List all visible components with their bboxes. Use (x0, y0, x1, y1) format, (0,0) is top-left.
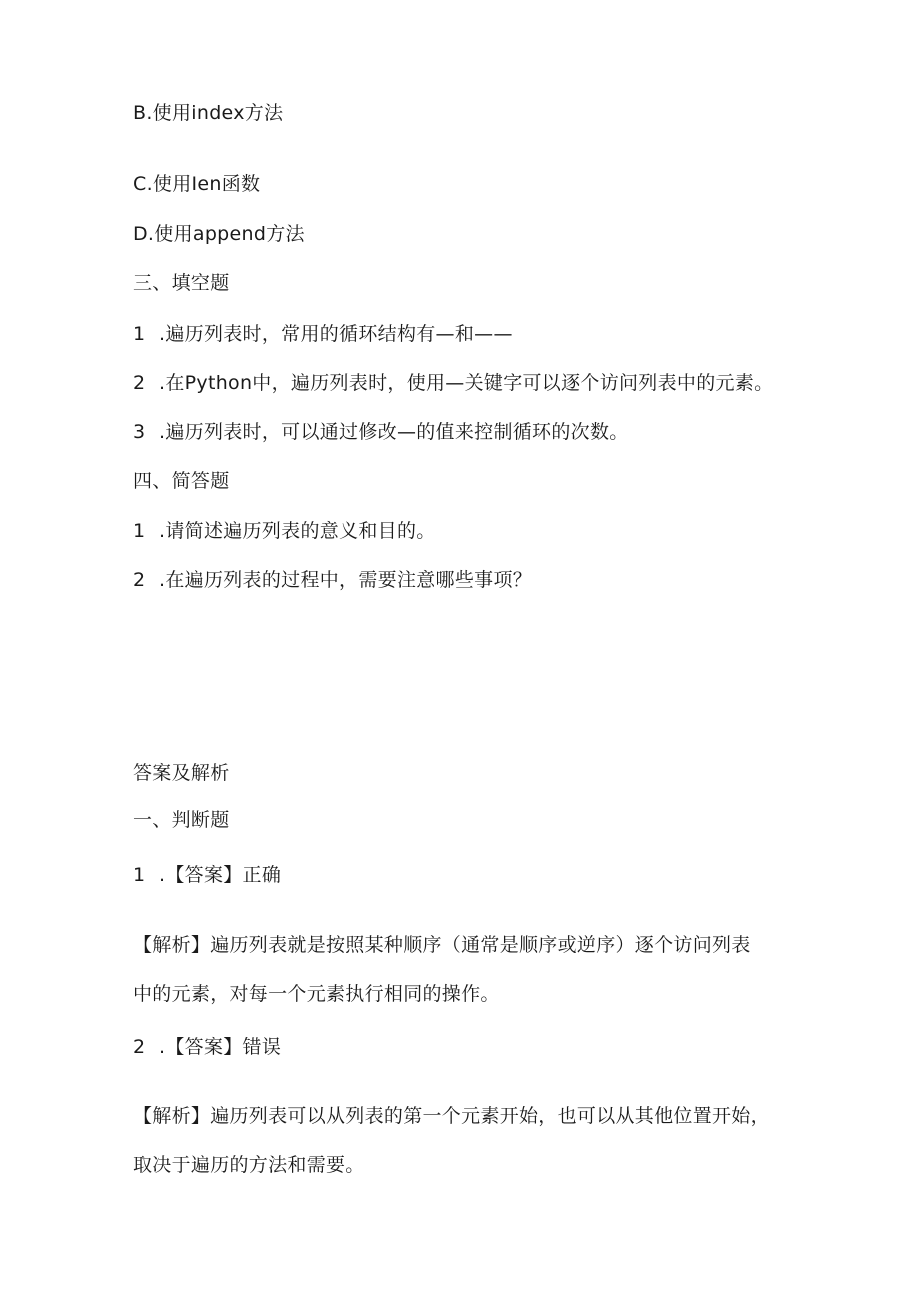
item-number: 2 (133, 1036, 146, 1058)
short-answer-item (133, 519, 436, 543)
item-text: .在遍历列表的过程中，需要注意哪些事项？ (159, 569, 533, 591)
fill-blank-heading: 三、填空题 (133, 272, 230, 294)
item-text: .请简述遍历列表的意义和目的。 (159, 520, 436, 542)
analysis-line: 中的元素，对每一个元素执行相同的操作。 (133, 983, 500, 1005)
fill-blank-item (133, 371, 773, 395)
answer-text: .【答案】错误 (159, 1036, 282, 1058)
fill-blank-item (133, 420, 629, 444)
item-text: .在Python中，遍历列表时，使用—关键字可以逐个访问列表中的元素。 (159, 372, 774, 394)
item-number: 1 (133, 520, 146, 542)
answer-item (133, 1035, 281, 1059)
fill-blank-item (133, 322, 513, 346)
item-number: 2 (133, 569, 146, 591)
option-b: B.使用index方法 (133, 102, 284, 124)
answer-item (133, 863, 281, 887)
item-text: .遍历列表时，可以通过修改—的值来控制循环的次数。 (159, 421, 629, 443)
analysis-line: 【解析】遍历列表就是按照某种顺序（通常是顺序或逆序）逐个访问列表 (133, 934, 751, 956)
short-answer-heading: 四、简答题 (133, 470, 230, 492)
item-text: .遍历列表时，常用的循环结构有—和—— (159, 323, 513, 345)
option-c: C.使用Ien函数 (133, 173, 261, 195)
answer-text: .【答案】正确 (159, 864, 282, 886)
analysis-line: 取决于遍历的方法和需要。 (133, 1154, 365, 1176)
answers-section-heading: 一、判断题 (133, 809, 230, 831)
item-number: 1 (133, 323, 146, 345)
answers-title: 答案及解析 (133, 762, 230, 784)
item-number: 2 (133, 372, 146, 394)
analysis-line: 【解析】遍历列表可以从列表的第一个元素开始，也可以从其他位置开始， (133, 1105, 770, 1127)
item-number: 3 (133, 421, 146, 443)
item-number: 1 (133, 864, 146, 886)
option-d: D.使用append方法 (133, 223, 305, 245)
short-answer-item (133, 568, 532, 592)
